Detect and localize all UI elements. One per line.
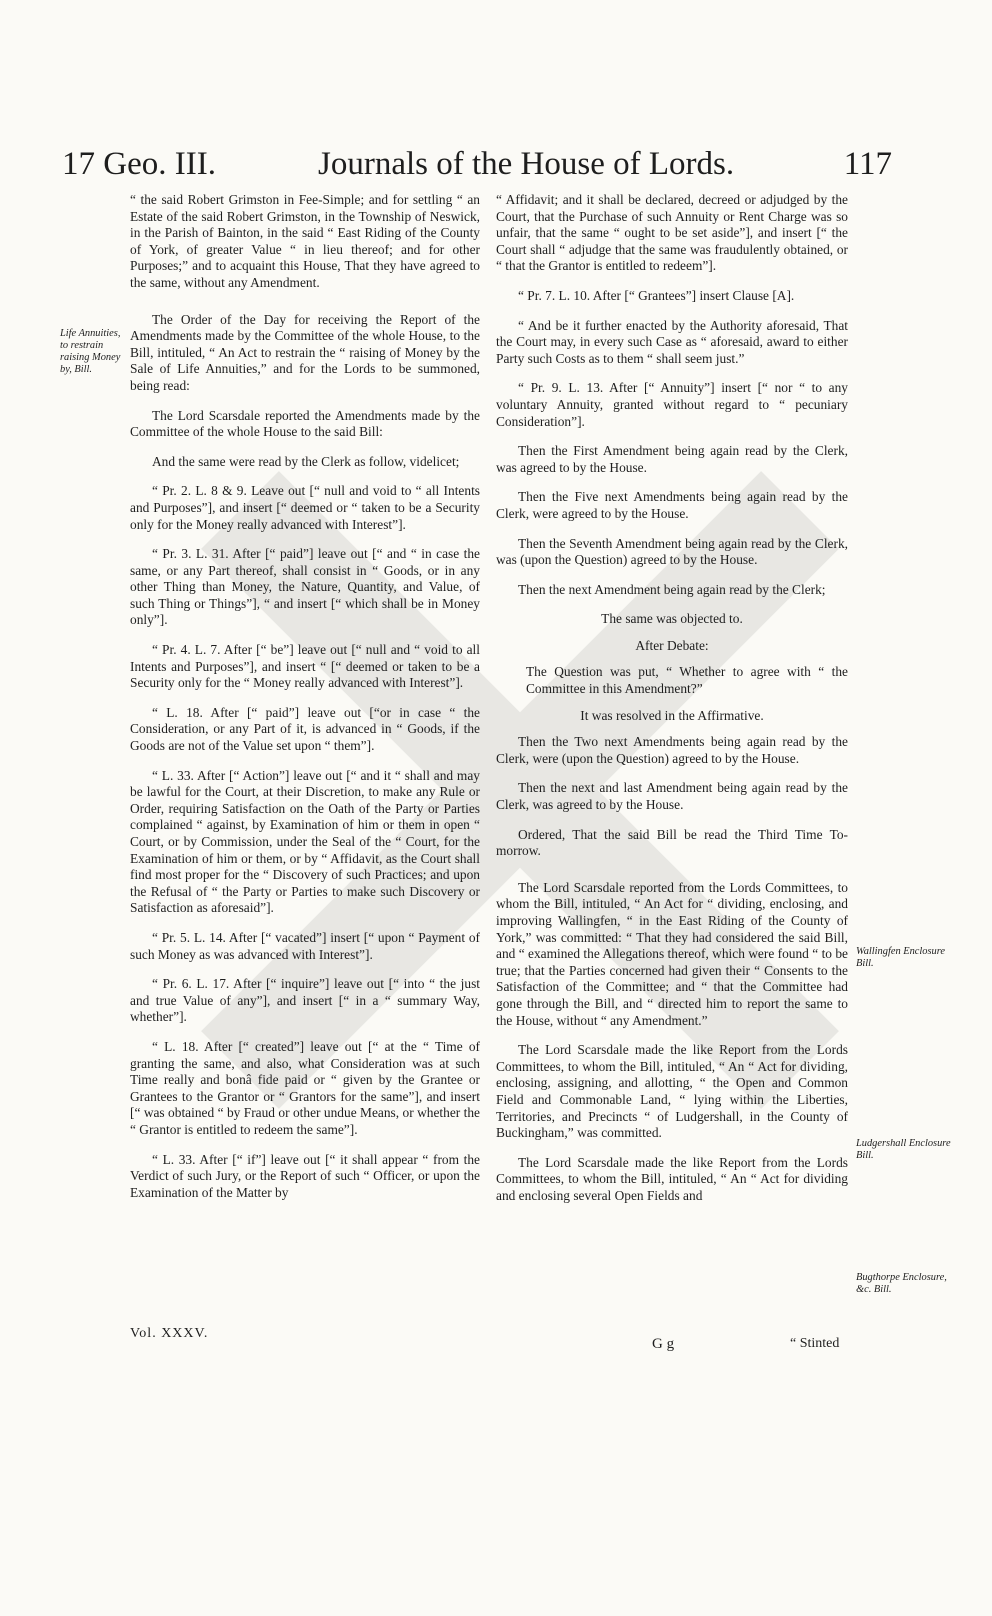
paragraph: “ the said Robert Grimston in Fee-Simple; and for settling “ an Estate of the said Robert Grimston, in the Township of Neswick, in the Parish of Bainton, in the said “ East Riding of the County of York, of greater Value “ in lieu thereof; and for other Purposes;” and to acquaint this House, That they have agreed to the same, without any Amendment. [130,192,480,290]
paragraph: Then the next Amendment being again read by the Clerk; [518,581,826,597]
paragraph: Then the Two next Amendments being again read by the Clerk, were (upon the Question) agreed to by the House. [496,734,848,766]
page-header [0,140,992,190]
paragraph: It was resolved in the Affirmative. [580,707,764,723]
paragraph: The Lord Scarsdale reported from the Lords Committees, to whom the Bill, intituled, “ An Act for “ dividing, enclosing, and improving Wallingfen, “ in the East Riding of the County of York,” was committed: “ That they had considered the said Bill, and “ examined the Allegations thereof, which were found “ to be true; that the Parties concerned had given their “ Consents to the Satisfaction of the Committee; and “ that the Committee had gone through the Bill, and “ directed him to report the same to the House, without “ any Amendment.” [496,879,848,1028]
volume-footer: Vol. XXXV. [130,1326,209,1341]
paragraph: “ Pr. 3. L. 31. After [“ paid”] leave out [“ and “ in case the same, or any Part thereof, shall consist in “ Goods, or in any other Thing than Money, the Nature, Quantity, and Value, of such Thing or Things”], “ and insert [“ which shall be in Money only”]. [130,546,480,628]
margin-note-life-annuities: Life Annuities, to restrain raising Money by, Bill. [60,328,121,375]
margin-note-bugthorpe: Bugthorpe Enclosure, &c. Bill. [856,1272,947,1295]
paragraph: After Debate: [635,637,709,653]
signature-mark: G g [652,1336,675,1352]
paragraph: The Order of the Day for receiving the Report of the Amendments made by the Committee of the whole House, to the Bill, intituled, “ An Act to restrain the “ raising of Money by the Sale of Life Annuities,” and for the Lords to be summoned, being read: [130,311,480,393]
paragraph: Then the First Amendment being again read by the Clerk, was agreed to by the House. [496,443,848,475]
paragraph: The Lord Scarsdale made the like Report from the Lords Committees, to whom the Bill, intituled, “ An “ Act for dividing and enclosing several Open Fields and [496,1154,848,1203]
paragraph: “ And be it further enacted by the Authority aforesaid, That the Court may, in every such Case as “ aforesaid, award to either Party such Costs as to them “ shall seem just.” [496,317,848,366]
paragraph: “ Pr. 9. L. 13. After [“ Annuity”] insert [“ nor “ to any voluntary Annuity, granted without regard to “ pecuniary Consideration”]. [496,380,848,429]
paragraph: Then the next and last Amendment being again read by the Clerk, was agreed to by the House. [496,780,848,813]
page-title: Journals of the House of Lords. [318,146,735,182]
page-number: 117 [843,146,892,182]
paragraph: “ Pr. 2. L. 8 & 9. Leave out [“ null and void to “ all Intents and Purposes”], and insert [“ deemed or “ taken to be a Security only for the Money really advanced with Interest”]. [130,483,480,532]
paragraph: “ Pr. 7. L. 10. After [“ Grantees”] insert Clause [A]. [518,287,795,303]
paragraph: And the same were read by the Clerk as follow, videlicet; [152,453,460,469]
catchword: “ Stinted [790,1336,840,1351]
paragraph: “ Pr. 4. L. 7. After [“ be”] leave out [“ null and “ void to all Intents and Purposes”], and insert “ [“ deemed or taken to be a Security only for the “ Money really advanced with Interest”]. [130,642,480,691]
right-column [496,192,848,1218]
paragraph: The Question was put, “ Whether to agree with “ the Committee in this Amendment?” [526,664,848,697]
paragraph: “ Pr. 6. L. 17. After [“ inquire”] leave out [“ into “ the just and true Value of any”], and insert [“ in a “ summary Way, whether”]. [130,976,480,1025]
paragraph: “ L. 33. After [“ if”] leave out [“ it shall appear “ from the Verdict of such Jury, or the Report of such “ Officer, or upon the Examination of the Matter by [130,1151,480,1200]
paragraph: “ Affidavit; and it shall be declared, decreed or adjudged by the Court, that the Purchase of such Annuity or Rent Charge was so unfair, that the same “ ought to be set aside”], and insert [“ the Court shall “ adjudge that the same was fraudulently obtained, or “ that the Grantor is entitled to redeem”]. [496,192,848,274]
paragraph: “ L. 33. After [“ Action”] leave out [“ and it “ shall and may be lawful for the Court, at their Discretion, to make any Rule or Order, requiring Satisfaction on the Oath of the Party or Parties complained “ against, by Examination of him or them in open “ Court, or by Commission, under the Seal of the “ Court, for the Examination of him or them, or by “ Affidavit, as the Court shall find most proper for the “ Discovery of such Practices; and upon the Refusal of “ the Party or Parties to make such Discovery or Satisfaction as aforesaid”]. [130,767,480,916]
paragraph: The same was objected to. [601,611,743,627]
paragraph: “ Pr. 5. L. 14. After [“ vacated”] insert [“ upon “ Payment of such Money as was advanced with Interest”]. [130,929,480,962]
left-column [130,192,480,1214]
paragraph: Then the Seventh Amendment being again read by the Clerk, was (upon the Question) agreed to by the House. [496,535,848,568]
margin-note-ludgershall: Ludgershall Enclosure Bill. [856,1138,951,1161]
paragraph: The Lord Scarsdale reported the Amendments made by the Committee of the whole House to the said Bill: [130,407,480,440]
regnal-year: 17 Geo. III. [62,146,216,182]
paragraph: “ L. 18. After [“ paid”] leave out [“or in case “ the Consideration, or any Part of it, is advanced in “ Goods, if the Goods are not of the Value set upon “ them”]. [130,704,480,754]
paragraph: The Lord Scarsdale made the like Report from the Lords Committees, to whom the Bill, intituled, “ An “ Act for dividing, enclosing, assigning, and allotting, “ the Open and Common Field and Commonable Land, “ lying within the Liberties, Territories, and Precincts “ of Ludgershall, in the County of Buckingham,” was committed. [496,1042,848,1141]
paragraph: “ L. 18. After [“ created”] leave out [“ at the “ Time of granting the same, and also, what Consideration was at such Time really and bonâ fide paid or “ given by the Grantee or Grantees to the Grantor or “ Grantors for the same”], and insert [“ was obtained “ by Fraud or other undue Means, or whether the “ Grantor is entitled to redeem the same”]. [130,1038,480,1137]
margin-note-wallingfen: Wallingfen Enclosure Bill. [856,946,945,969]
paragraph: Ordered, That the said Bill be read the Third Time To-morrow. [496,826,848,859]
paragraph: Then the Five next Amendments being again read by the Clerk, were agreed to by the House. [496,489,848,521]
